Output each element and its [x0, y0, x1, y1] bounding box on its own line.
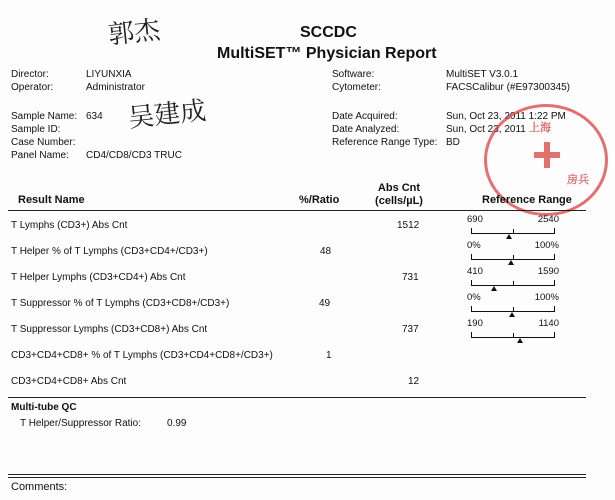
row-abs-0: 1512 [397, 220, 420, 231]
reference-range-scale [467, 292, 559, 316]
director-label: Director: [11, 69, 49, 80]
qc-title: Multi-tube QC [11, 402, 77, 413]
panel-name-value: CD4/CD8/CD3 TRUC [86, 150, 182, 161]
row-ratio-3: 49 [319, 298, 331, 309]
date-acquired-label: Date Acquired: [332, 111, 398, 122]
range-high-1: 100% [534, 240, 559, 251]
operator-label: Operator: [11, 82, 54, 93]
handwritten-signature-patient: 吴建成 [126, 95, 208, 134]
date-acquired-value: Sun, Oct 23, 2011 1:22 PM [446, 111, 566, 122]
row-name-5: CD3+CD4+CD8+ % of T Lymphs (CD3+CD4+CD8+/CD3+) [11, 350, 273, 361]
handwritten-signature-top: 郭杰 [106, 15, 162, 51]
row-name-3: T Suppressor % of T Lymphs (CD3+CD8+/CD3+) [11, 298, 230, 309]
value-marker-icon [509, 312, 515, 317]
qc-rule [8, 397, 586, 398]
sample-id-label: Sample ID: [11, 124, 61, 135]
range-tick-low [471, 228, 472, 234]
row-name-4: T Suppressor Lymphs (CD3+CD8+) Abs Cnt [11, 324, 208, 335]
header-rule [8, 210, 586, 211]
row-name-1: T Helper % of T Lymphs (CD3+CD4+/CD3+) [11, 246, 208, 257]
director-value: LIYUNXIA [86, 69, 132, 80]
range-low-2: 410 [467, 266, 483, 277]
qc-ratio-label: T Helper/Suppressor Ratio: [20, 418, 141, 429]
panel-name-label: Panel Name: [11, 150, 69, 161]
software-value: MultiSET V3.0.1 [446, 69, 519, 80]
row-ratio-5: 1 [326, 350, 332, 361]
col-header-ratio: %/Ratio [299, 194, 340, 206]
row-abs-4: 737 [402, 324, 419, 335]
row-ratio-1: 48 [320, 246, 332, 257]
range-mid-tick [513, 281, 514, 285]
range-high-2: 1590 [537, 266, 559, 277]
range-mid-tick [513, 229, 514, 233]
range-mid-tick [513, 255, 514, 259]
range-tick-low [471, 254, 472, 260]
range-tick-high [554, 228, 555, 234]
range-line [471, 285, 555, 286]
date-analyzed-value: Sun, Oct 23, 2011 [446, 124, 526, 135]
range-mid-tick [513, 307, 514, 311]
value-marker-icon [491, 286, 497, 291]
qc-ratio-value: 0.99 [167, 418, 187, 429]
sample-name-value: 634 [86, 111, 103, 122]
row-name-6: CD3+CD4+CD8+ Abs Cnt [11, 376, 127, 387]
reference-range-scale [467, 318, 559, 342]
reference-range-scale [467, 240, 559, 264]
col-header-reference-range: Reference Range [482, 194, 572, 206]
range-tick-high [554, 306, 555, 312]
range-tick-high [554, 254, 555, 260]
range-low-0: 690 [467, 214, 483, 225]
range-high-3: 100% [534, 292, 559, 303]
range-line [471, 337, 555, 338]
stamp-text-top: 上海 [529, 121, 551, 134]
range-high-4: 1140 [538, 318, 559, 329]
sample-name-label: Sample Name: [11, 111, 78, 122]
comments-label: Comments: [11, 481, 68, 493]
software-label: Software: [332, 69, 375, 80]
col-header-abs-cnt [370, 182, 428, 208]
ref-range-type-value: BD [446, 137, 460, 148]
row-name-2: T Helper Lymphs (CD3+CD4+) Abs Cnt [11, 272, 186, 283]
range-line [471, 233, 555, 234]
reference-range-scale [467, 266, 559, 290]
range-low-4: 190 [467, 318, 483, 329]
range-tick-high [554, 280, 555, 286]
comments-rule-bottom [8, 477, 586, 478]
row-name-0: T Lymphs (CD3+) Abs Cnt [11, 220, 128, 231]
col-header-abs-cnt-line2: (cells/µL) [375, 195, 423, 207]
row-abs-2: 731 [402, 272, 419, 283]
range-mid-tick [513, 333, 514, 337]
row-abs-6: 12 [408, 376, 420, 387]
value-marker-icon [508, 260, 514, 265]
col-header-result-name: Result Name [18, 194, 85, 206]
comments-rule-top [8, 474, 586, 475]
range-high-0: 2540 [537, 214, 559, 225]
stamp-cross-icon [534, 142, 560, 168]
value-marker-icon [517, 338, 523, 343]
range-low-3: 0% [467, 292, 481, 303]
range-tick-low [471, 306, 472, 312]
report-title: MultiSET™ Physician Report [217, 45, 437, 62]
col-header-abs-cnt-line1: Abs Cnt [377, 182, 421, 194]
cytometer-value: FACSCalibur (#E97300345) [446, 82, 570, 93]
cytometer-label: Cytometer: [332, 82, 381, 93]
range-tick-high [554, 332, 555, 338]
stamp-text-side: 房兵 [567, 173, 589, 186]
range-low-1: 0% [467, 240, 481, 251]
case-number-label: Case Number: [11, 137, 76, 148]
range-tick-low [471, 332, 472, 338]
org-title: SCCDC [300, 24, 357, 41]
ref-range-type-label: Reference Range Type: [332, 137, 438, 148]
range-tick-low [471, 280, 472, 286]
operator-value: Administrator [86, 82, 145, 93]
date-analyzed-label: Date Analyzed: [332, 124, 400, 135]
value-marker-icon [506, 234, 512, 239]
reference-range-scale [467, 214, 559, 238]
